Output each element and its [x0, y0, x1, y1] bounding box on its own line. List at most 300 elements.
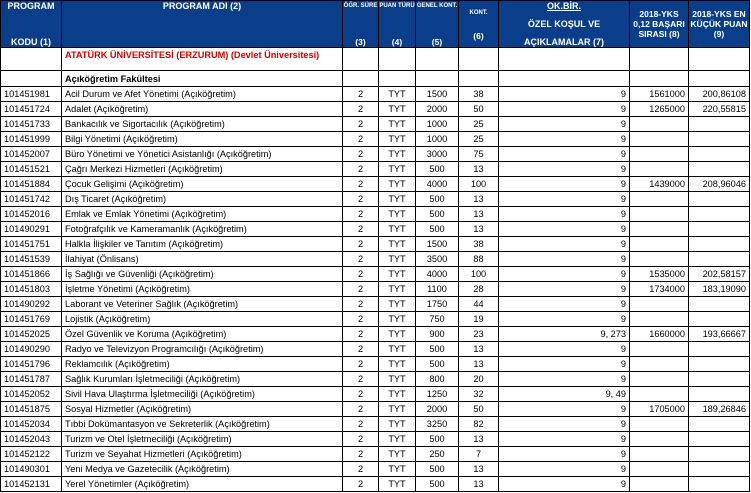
en-kucuk-puan: 189,26846 [689, 402, 750, 417]
ogr-sure: 2 [343, 132, 379, 147]
program-name: Büro Yönetimi ve Yönetici Asistanlığı (Açıköğretim) [62, 147, 343, 162]
en-kucuk-puan [689, 192, 750, 207]
program-code: 101490290 [1, 342, 62, 357]
basari-sirasi [630, 342, 689, 357]
program-code: 101451724 [1, 102, 62, 117]
basari-sirasi [630, 462, 689, 477]
ozel-kosul: 9 [499, 237, 630, 252]
program-name: Turizm ve Otel İşletmeciliği (Açıköğretim) [62, 432, 343, 447]
puan-turu: TYT [379, 87, 416, 102]
program-name: Bankacılık ve Sigortacılık (Açıköğretim) [62, 117, 343, 132]
genel-kontenjan: 500 [416, 192, 459, 207]
ozel-kosul: 9 [499, 282, 630, 297]
ogr-sure: 2 [343, 147, 379, 162]
genel-kontenjan: 500 [416, 342, 459, 357]
program-code: 101452025 [1, 327, 62, 342]
program-code: 101451884 [1, 177, 62, 192]
program-code: 101451539 [1, 252, 62, 267]
header-genel-kont [416, 1, 459, 48]
puan-turu: TYT [379, 192, 416, 207]
table-row [1, 462, 750, 477]
ogr-sure: 2 [343, 357, 379, 372]
table-row [1, 372, 750, 387]
genel-kontenjan: 250 [416, 447, 459, 462]
program-code: 101490301 [1, 462, 62, 477]
table-row [1, 387, 750, 402]
basari-sirasi: 1660000 [630, 327, 689, 342]
ozel-kosul: 9 [499, 177, 630, 192]
genel-kontenjan: 800 [416, 372, 459, 387]
table-row [1, 402, 750, 417]
ozel-kosul: 9 [499, 462, 630, 477]
program-name: Sağlık Kurumları İşletmeciliği (Açıköğretim) [62, 372, 343, 387]
en-kucuk-puan [689, 162, 750, 177]
en-kucuk-puan: 200,86108 [689, 87, 750, 102]
puan-turu: TYT [379, 312, 416, 327]
table-row [1, 102, 750, 117]
table-row [1, 267, 750, 282]
basari-sirasi [630, 372, 689, 387]
en-kucuk-puan [689, 222, 750, 237]
genel-kontenjan: 500 [416, 357, 459, 372]
puan-turu: TYT [379, 207, 416, 222]
program-code: 101452131 [1, 477, 62, 492]
kontenjan: 19 [459, 312, 499, 327]
header-text: PROGRAM [7, 1, 55, 11]
table-row [1, 297, 750, 312]
basari-sirasi [630, 162, 689, 177]
genel-kontenjan: 500 [416, 462, 459, 477]
table-row [1, 147, 750, 162]
ogr-sure: 2 [343, 327, 379, 342]
en-kucuk-puan [689, 342, 750, 357]
header-program-kodu [1, 1, 62, 48]
basari-sirasi: 1265000 [630, 102, 689, 117]
puan-turu: TYT [379, 462, 416, 477]
genel-kontenjan: 3500 [416, 252, 459, 267]
ozel-kosul: 9 [499, 432, 630, 447]
puan-turu: TYT [379, 357, 416, 372]
ogr-sure: 2 [343, 207, 379, 222]
header-text: (3) [355, 37, 366, 47]
en-kucuk-puan [689, 147, 750, 162]
puan-turu: TYT [379, 327, 416, 342]
genel-kontenjan: 900 [416, 327, 459, 342]
university-row [1, 48, 750, 71]
en-kucuk-puan [689, 117, 750, 132]
program-code: 101451769 [1, 312, 62, 327]
genel-kontenjan: 1100 [416, 282, 459, 297]
header-en-kucuk-puan [689, 1, 750, 48]
header-text: (5) [431, 37, 443, 47]
program-code: 101490292 [1, 297, 62, 312]
program-name: Fotoğrafçılık ve Kameramanlık (Açıköğretim) [62, 222, 343, 237]
program-name: İşletme Yönetimi (Açıköğretim) [62, 282, 343, 297]
ogr-sure: 2 [343, 117, 379, 132]
program-name: Çocuk Gelişimi (Açıköğretim) [62, 177, 343, 192]
puan-turu: TYT [379, 342, 416, 357]
ogr-sure: 2 [343, 462, 379, 477]
kontenjan: 13 [459, 192, 499, 207]
genel-kontenjan: 2000 [416, 102, 459, 117]
kontenjan: 88 [459, 252, 499, 267]
program-name: Bilgi Yönetimi (Açıköğretim) [62, 132, 343, 147]
basari-sirasi [630, 132, 689, 147]
en-kucuk-puan [689, 207, 750, 222]
kontenjan: 32 [459, 387, 499, 402]
puan-turu: TYT [379, 372, 416, 387]
basari-sirasi [630, 477, 689, 492]
program-name: Halkla İlişkiler ve Tanıtım (Açıköğretim) [62, 237, 343, 252]
ozel-kosul: 9 [499, 297, 630, 312]
ogr-sure: 2 [343, 477, 379, 492]
genel-kontenjan: 1000 [416, 117, 459, 132]
genel-kontenjan: 750 [416, 312, 459, 327]
puan-turu: TYT [379, 432, 416, 447]
program-code: 101451796 [1, 357, 62, 372]
ozel-kosul: 9 [499, 342, 630, 357]
ozel-kosul: 9 [499, 87, 630, 102]
program-code: 101451999 [1, 132, 62, 147]
ogr-sure: 2 [343, 102, 379, 117]
en-kucuk-puan: 193,66667 [689, 327, 750, 342]
ogr-sure: 2 [343, 372, 379, 387]
table-row [1, 192, 750, 207]
ozel-kosul: 9 [499, 192, 630, 207]
puan-turu: TYT [379, 297, 416, 312]
kontenjan: 38 [459, 87, 499, 102]
ozel-kosul: 9 [499, 207, 630, 222]
header-ozel-kosul [499, 1, 630, 48]
ogr-sure: 2 [343, 177, 379, 192]
ogr-sure: 2 [343, 162, 379, 177]
ogr-sure: 2 [343, 387, 379, 402]
ogr-sure: 2 [343, 297, 379, 312]
ozel-kosul: 9, 49 [499, 387, 630, 402]
puan-turu: TYT [379, 282, 416, 297]
genel-kontenjan: 500 [416, 162, 459, 177]
program-code: 101451521 [1, 162, 62, 177]
en-kucuk-puan [689, 297, 750, 312]
ozel-kosul: 9 [499, 312, 630, 327]
program-name: Sivil Hava Ulaştırma İşletmeciliği (Açıköğretim) [62, 387, 343, 402]
program-code: 101452122 [1, 447, 62, 462]
faculty-name: Açıköğretim Fakültesi [62, 71, 343, 87]
kontenjan: 13 [459, 342, 499, 357]
program-code: 101451875 [1, 402, 62, 417]
program-code: 101451787 [1, 372, 62, 387]
header-text: (4) [391, 37, 403, 47]
genel-kontenjan: 1750 [416, 297, 459, 312]
program-name: Yeni Medya ve Gazetecilik (Açıköğretim) [62, 462, 343, 477]
program-name: Turizm ve Seyahat Hizmetleri (Açıköğretim) [62, 447, 343, 462]
program-code: 101452043 [1, 432, 62, 447]
program-code: 101451866 [1, 267, 62, 282]
table-row [1, 237, 750, 252]
kontenjan: 25 [459, 117, 499, 132]
header-text: 2018-YKS 0,12 BAŞARI SIRASI (8) [633, 9, 685, 39]
ogr-sure: 2 [343, 282, 379, 297]
program-name: Acil Durum ve Afet Yönetimi (Açıköğretim) [62, 87, 343, 102]
kontenjan: 7 [459, 447, 499, 462]
en-kucuk-puan [689, 462, 750, 477]
basari-sirasi [630, 207, 689, 222]
kontenjan: 13 [459, 207, 499, 222]
header-kont [459, 1, 499, 48]
ogr-sure: 2 [343, 237, 379, 252]
kontenjan: 38 [459, 237, 499, 252]
genel-kontenjan: 500 [416, 477, 459, 492]
ozel-kosul: 9 [499, 252, 630, 267]
basari-sirasi [630, 432, 689, 447]
basari-sirasi [630, 252, 689, 267]
kontenjan: 75 [459, 147, 499, 162]
header-text: KODU (1) [11, 37, 51, 47]
header-puan-turu [379, 1, 416, 48]
kontenjan: 25 [459, 132, 499, 147]
genel-kontenjan: 1250 [416, 387, 459, 402]
puan-turu: TYT [379, 117, 416, 132]
basari-sirasi: 1561000 [630, 87, 689, 102]
program-name: Dış Ticaret (Açıköğretim) [62, 192, 343, 207]
genel-kontenjan: 500 [416, 222, 459, 237]
kontenjan: 13 [459, 162, 499, 177]
program-name: Laborant ve Veteriner Sağlık (Açıköğretim) [62, 297, 343, 312]
header-text: (6) [473, 30, 484, 41]
program-name: İş Sağlığı ve Güvenliği (Açıköğretim) [62, 267, 343, 282]
table-row [1, 477, 750, 492]
en-kucuk-puan [689, 387, 750, 402]
header-basari-sirasi [630, 1, 689, 48]
university-name: ATATÜRK ÜNİVERSİTESİ (ERZURUM) (Devlet Üniversitesi) [62, 48, 343, 71]
kontenjan: 13 [459, 477, 499, 492]
basari-sirasi [630, 387, 689, 402]
table-row [1, 417, 750, 432]
puan-turu: TYT [379, 162, 416, 177]
genel-kontenjan: 1000 [416, 132, 459, 147]
ogr-sure: 2 [343, 252, 379, 267]
puan-turu: TYT [379, 237, 416, 252]
kontenjan: 82 [459, 417, 499, 432]
faculty-row [1, 71, 750, 87]
kontenjan: 13 [459, 357, 499, 372]
table-row [1, 342, 750, 357]
program-code: 101451742 [1, 192, 62, 207]
kontenjan: 50 [459, 402, 499, 417]
table-row [1, 447, 750, 462]
table-row [1, 207, 750, 222]
header-ogr-sure [343, 1, 379, 48]
program-name: Özel Güvenlik ve Koruma (Açıköğretim) [62, 327, 343, 342]
en-kucuk-puan [689, 357, 750, 372]
genel-kontenjan: 500 [416, 207, 459, 222]
header-text: 2018-YKS EN KÜÇÜK PUAN (9) [690, 9, 748, 39]
program-code: 101451981 [1, 87, 62, 102]
puan-turu: TYT [379, 402, 416, 417]
ozel-kosul: 9 [499, 477, 630, 492]
program-code: 101451751 [1, 237, 62, 252]
genel-kontenjan: 4000 [416, 177, 459, 192]
program-code: 101452007 [1, 147, 62, 162]
table-row [1, 432, 750, 447]
puan-turu: TYT [379, 222, 416, 237]
basari-sirasi [630, 147, 689, 162]
header-program-adi [62, 1, 343, 48]
en-kucuk-puan [689, 417, 750, 432]
table-row [1, 117, 750, 132]
program-name: Lojistik (Açıköğretim) [62, 312, 343, 327]
program-code: 101452034 [1, 417, 62, 432]
en-kucuk-puan: 208,96046 [689, 177, 750, 192]
kontenjan: 23 [459, 327, 499, 342]
basari-sirasi: 1705000 [630, 402, 689, 417]
header-text: AÇIKLAMALAR (7) [524, 37, 604, 47]
kontenjan: 13 [459, 222, 499, 237]
puan-turu: TYT [379, 477, 416, 492]
puan-turu: TYT [379, 417, 416, 432]
en-kucuk-puan [689, 432, 750, 447]
header-text: ÖĞR. SÜRE [343, 3, 378, 9]
table-row [1, 327, 750, 342]
program-code: 101451803 [1, 282, 62, 297]
ozel-kosul: 9 [499, 147, 630, 162]
ozel-kosul: 9 [499, 402, 630, 417]
program-name: Emlak ve Emlak Yönetimi (Açıköğretim) [62, 207, 343, 222]
genel-kontenjan: 1500 [416, 87, 459, 102]
en-kucuk-puan [689, 447, 750, 462]
ozel-kosul: 9 [499, 222, 630, 237]
ogr-sure: 2 [343, 267, 379, 282]
kontenjan: 13 [459, 432, 499, 447]
table-row [1, 222, 750, 237]
header-text: PROGRAM ADI (2) [162, 1, 242, 11]
ozel-kosul: 9 [499, 447, 630, 462]
ogr-sure: 2 [343, 342, 379, 357]
genel-kontenjan: 3000 [416, 147, 459, 162]
program-name: Reklamcılık (Açıköğretim) [62, 357, 343, 372]
ozel-kosul: 9 [499, 117, 630, 132]
puan-turu: TYT [379, 132, 416, 147]
program-code: 101490291 [1, 222, 62, 237]
ozel-kosul: 9 [499, 357, 630, 372]
ogr-sure: 2 [343, 192, 379, 207]
header-text: ÖZEL KOŞUL VE [527, 19, 601, 29]
program-name: Sosyal Hizmetler (Açıköğretim) [62, 402, 343, 417]
ogr-sure: 2 [343, 312, 379, 327]
ozel-kosul: 9 [499, 267, 630, 282]
en-kucuk-puan: 220,55815 [689, 102, 750, 117]
program-name: Tıbbi Dokümantasyon ve Sekreterlik (Açıköğretim) [62, 417, 343, 432]
puan-turu: TYT [379, 147, 416, 162]
puan-turu: TYT [379, 447, 416, 462]
puan-turu: TYT [379, 387, 416, 402]
header-text: OK.BİR. [546, 1, 581, 11]
en-kucuk-puan: 202,58157 [689, 267, 750, 282]
basari-sirasi [630, 312, 689, 327]
table-row [1, 312, 750, 327]
ogr-sure: 2 [343, 222, 379, 237]
en-kucuk-puan [689, 372, 750, 387]
table-row [1, 162, 750, 177]
en-kucuk-puan [689, 132, 750, 147]
basari-sirasi [630, 297, 689, 312]
program-name: İlahiyat (Önlisans) [62, 252, 343, 267]
genel-kontenjan: 500 [416, 432, 459, 447]
kontenjan: 100 [459, 177, 499, 192]
basari-sirasi [630, 192, 689, 207]
table-row [1, 177, 750, 192]
basari-sirasi [630, 357, 689, 372]
en-kucuk-puan: 183,19090 [689, 282, 750, 297]
program-name: Adalet (Açıköğretim) [62, 102, 343, 117]
header-text: KONT. [469, 9, 488, 16]
puan-turu: TYT [379, 177, 416, 192]
ozel-kosul: 9 [499, 162, 630, 177]
program-name: Yerel Yönetimler (Açıköğretim) [62, 477, 343, 492]
puan-turu: TYT [379, 102, 416, 117]
basari-sirasi [630, 237, 689, 252]
program-code: 101451733 [1, 117, 62, 132]
genel-kontenjan: 4000 [416, 267, 459, 282]
ozel-kosul: 9 [499, 132, 630, 147]
header-text: GENEL KONT. [416, 3, 458, 9]
kontenjan: 20 [459, 372, 499, 387]
en-kucuk-puan [689, 312, 750, 327]
genel-kontenjan: 2000 [416, 402, 459, 417]
program-code: 101452052 [1, 387, 62, 402]
ogr-sure: 2 [343, 402, 379, 417]
genel-kontenjan: 3250 [416, 417, 459, 432]
basari-sirasi: 1439000 [630, 177, 689, 192]
basari-sirasi: 1535000 [630, 267, 689, 282]
ogr-sure: 2 [343, 432, 379, 447]
ozel-kosul: 9, 273 [499, 327, 630, 342]
basari-sirasi [630, 117, 689, 132]
ogr-sure: 2 [343, 417, 379, 432]
table-row [1, 132, 750, 147]
kontenjan: 50 [459, 102, 499, 117]
puan-turu: TYT [379, 252, 416, 267]
en-kucuk-puan [689, 252, 750, 267]
table-row [1, 357, 750, 372]
ozel-kosul: 9 [499, 417, 630, 432]
en-kucuk-puan [689, 477, 750, 492]
table-row [1, 252, 750, 267]
header-text: PUAN TÜRÜ [379, 3, 415, 9]
ogr-sure: 2 [343, 447, 379, 462]
puan-turu: TYT [379, 267, 416, 282]
ozel-kosul: 9 [499, 102, 630, 117]
basari-sirasi [630, 222, 689, 237]
basari-sirasi: 1734000 [630, 282, 689, 297]
kontenjan: 44 [459, 297, 499, 312]
ogr-sure: 2 [343, 87, 379, 102]
kontenjan: 28 [459, 282, 499, 297]
kontenjan: 100 [459, 267, 499, 282]
en-kucuk-puan [689, 237, 750, 252]
genel-kontenjan: 1500 [416, 237, 459, 252]
header-row [1, 1, 750, 48]
program-code: 101452016 [1, 207, 62, 222]
kontenjan: 13 [459, 462, 499, 477]
program-name: Radyo ve Televizyon Programcılığı (Açıköğretim) [62, 342, 343, 357]
table-row [1, 282, 750, 297]
program-name: Çağrı Merkezi Hizmetleri (Açıköğretim) [62, 162, 343, 177]
basari-sirasi [630, 447, 689, 462]
table-row [1, 87, 750, 102]
basari-sirasi [630, 417, 689, 432]
ozel-kosul: 9 [499, 372, 630, 387]
